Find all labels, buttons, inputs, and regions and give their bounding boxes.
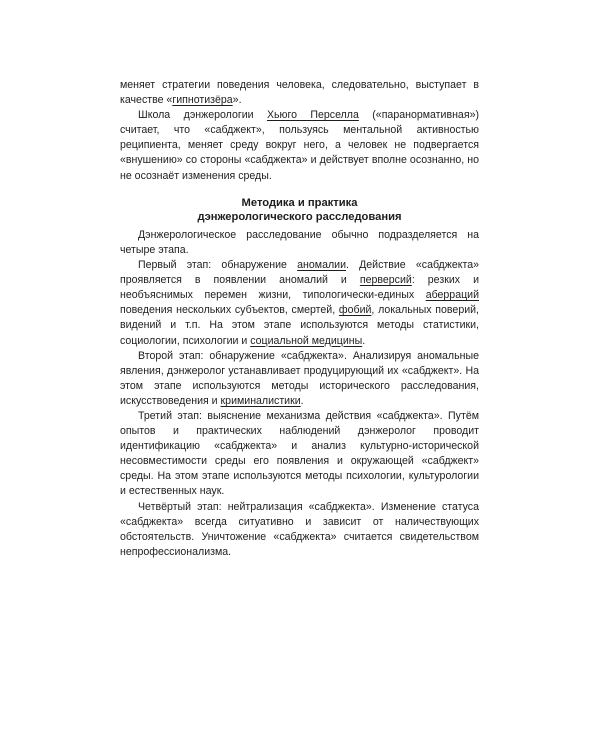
text-run: : резких и необъяснимых перемен жизни, типологически-единых: [120, 274, 479, 302]
link-anomaly[interactable]: аномалии: [297, 259, 346, 272]
link-aberration[interactable]: аберраций: [425, 289, 479, 302]
text-run: .: [300, 394, 304, 407]
text-run: , локальных поверий, видений и т.п. На этом этапе используются методы статистики, социологии, психологии и: [120, 304, 479, 347]
text-run: Школа дэнжерологии: [138, 109, 267, 122]
paragraph-continuation: [120, 78, 479, 108]
text-run: («паранормативная») считает, что «сабджект», пользуясь ментальной активностью реципиента, меняет среду вокруг него, а человек не подвергается «внушению» со стороны «сабджекта» и действует вполне осознанно, но не осознаёт изменения среды.: [120, 109, 479, 182]
link-gipnotizer[interactable]: гипнотизёра: [172, 94, 233, 107]
section-heading: [120, 196, 479, 225]
text-run: Второй этап: обнаружение «сабджекта». Анализируя аномальные явления, дэнжеролог устанавливает продуцирующий их «сабджект». На этом этапе используются методы исторического расследования, искусствоведения и: [120, 349, 479, 407]
section-heading-line-2: дэнжерологического расследования: [197, 211, 402, 224]
document-page: [120, 78, 479, 560]
text-run: . Действие «сабджекта» проявляется в появлении аномалий и: [120, 259, 479, 287]
text-run: поведения нескольких субъектов, смертей,: [120, 304, 339, 317]
text-run: Первый этап: обнаружение: [138, 259, 298, 272]
link-social-medicine[interactable]: социальной медицины: [250, 334, 363, 347]
paragraph-purcell-school: [120, 108, 479, 183]
paragraph-stage-1: [120, 258, 479, 349]
section-heading-line-1: Методика и практика: [241, 196, 358, 209]
paragraph-stage-4: Четвёртый этап: нейтрализация «сабджекта». Изменение статуса «сабджекта» всегда ситуативно и зависит от наличествующих обстоятельств. Уничтожение «сабджекта» считается свидетельством непрофессионализма.: [120, 500, 479, 558]
text-run: .: [362, 334, 366, 347]
text-run: меняет стратегии поведения человека, следовательно, выступает в качестве «: [120, 79, 479, 107]
text-run: ».: [232, 94, 242, 107]
paragraph-intro: Дэнжерологическое расследование обычно подразделяется на четыре этапа.: [120, 228, 479, 256]
paragraph-stage-2: [120, 349, 479, 409]
link-hugo-purcell[interactable]: Хьюго Перселла: [266, 109, 359, 122]
link-criminalistics[interactable]: криминалистики: [220, 394, 301, 407]
link-phobia[interactable]: фобий: [338, 304, 372, 317]
link-perversion[interactable]: перверсий: [359, 274, 412, 287]
paragraph-stage-3: Третий этап: выяснение механизма действия «сабджекта». Путём опытов и практических наблюдений дэнжеролог проводит идентификацию «сабджекта» и анализ культурно-исторической несовместимости среды его появления и окружающей «сабджект» среды. На этом этапе используются методы психологии, культурологии и естественных наук.: [120, 409, 479, 498]
